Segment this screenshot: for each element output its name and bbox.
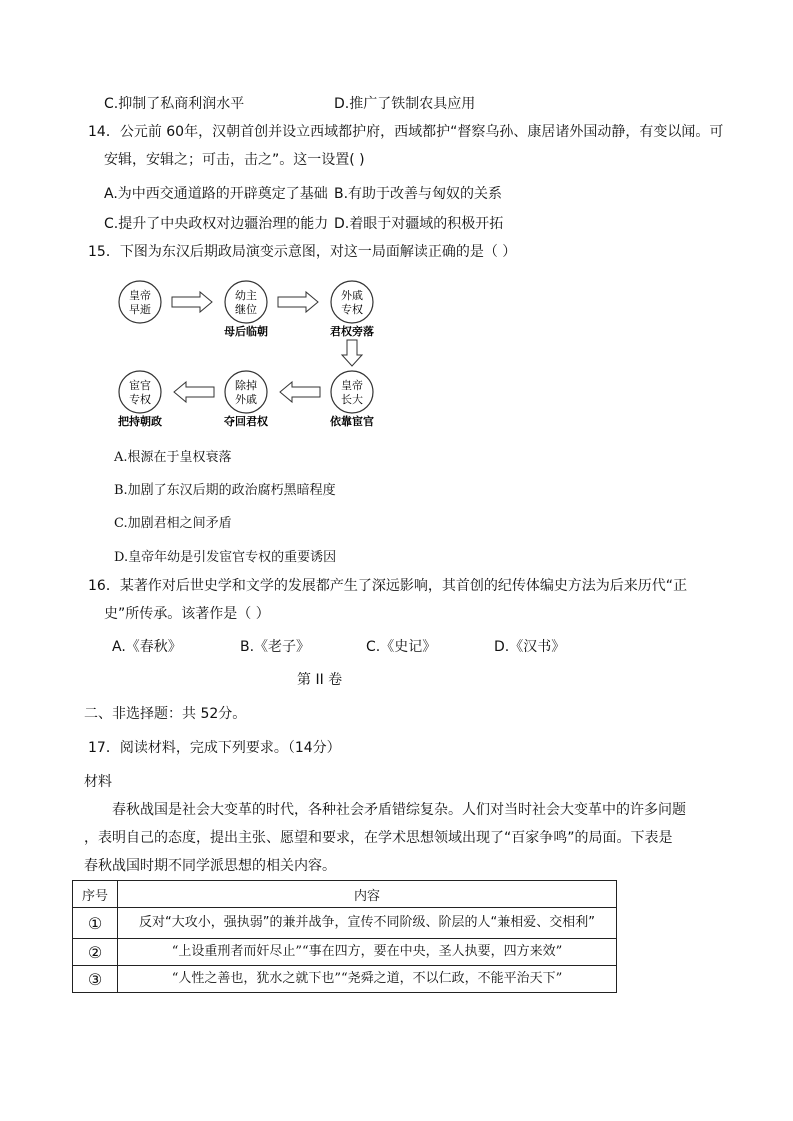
table-header-row (73, 881, 617, 908)
q13-option-d: D.推广了铁制农具应用 (334, 96, 476, 112)
material-label: 材料 (84, 774, 112, 790)
q16-option-d: D.《汉书》 (494, 639, 566, 655)
node-caption: 君权旁落 (330, 325, 374, 338)
node-emperor-grown (329, 371, 374, 428)
q15-option-b: B.加剧了东汉后期的政治腐朽黑暗程度 (114, 483, 336, 498)
arrow-left-icon (280, 382, 320, 402)
table-row (73, 966, 617, 993)
q16-stem-line2: 史”所传承。该著作是（ ） (104, 606, 270, 622)
node-label: 外戚 (235, 393, 257, 406)
q16-option-c: C.《史记》 (366, 639, 437, 655)
header-number: 序号 (73, 881, 118, 908)
politics-flow-diagram (110, 280, 390, 435)
volume-title: 第 II 卷 (297, 672, 343, 688)
arrow-right-icon (172, 292, 212, 312)
node-caption: 夺回君权 (224, 415, 268, 428)
q16-option-a: A.《春秋》 (112, 639, 182, 655)
row-number: ① (73, 908, 118, 939)
q16-stem-line1: 16．某著作对后世史学和文学的发展都产生了深远影响，其首创的纪传体编史方法为后来历代“正 (88, 578, 688, 594)
material-paragraph-line2: ，表明自己的态度，提出主张、愿望和要求，在学术思想领域出现了“百家争鸣”的局面。下表是 (84, 830, 673, 846)
q14-stem-line2: 安辑，安辑之；可击，击之”。这一设置( ) (104, 152, 365, 168)
arrow-right-icon (278, 292, 318, 312)
q17-stem: 17．阅读材料，完成下列要求。（14分） (88, 740, 341, 756)
row-content: “人性之善也，犹水之就下也”“尧舜之道，不以仁政，不能平治天下” (118, 966, 617, 993)
q14-option-d: D.着眼于对疆域的积极开拓 (334, 216, 504, 232)
q15-option-d: D.皇帝年幼是引发宦官专权的重要诱因 (114, 550, 337, 565)
node-label: 宦官 (129, 379, 151, 392)
node-young-ruler (224, 281, 268, 338)
q15-option-a: A.根源在于皇权衰落 (114, 450, 232, 465)
node-label: 继位 (235, 303, 257, 316)
node-caption: 依靠宦官 (330, 415, 374, 428)
node-remove-consort (223, 371, 269, 428)
node-label: 长大 (341, 393, 363, 406)
material-paragraph-line1: 春秋战国是社会大变革的时代，各种社会矛盾错综复杂。人们对当时社会大变革中的许多问题 (112, 802, 686, 818)
q14-option-b: B.有助于改善与匈奴的关系 (334, 186, 503, 202)
row-content: “上设重刑者而奸尽止”“事在四方，要在中央，圣人执要，四方来效” (118, 939, 617, 966)
q14-option-a: A.为中西交通道路的开辟奠定了基础 (104, 186, 328, 202)
node-label: 外戚 (341, 289, 363, 302)
table-row (73, 908, 617, 939)
q13-option-c: C.抑制了私商利润水平 (104, 96, 245, 112)
arrow-down-icon (342, 340, 362, 366)
arrow-left-icon (174, 382, 214, 402)
schools-thought-table (72, 880, 617, 993)
node-label: 皇帝 (129, 289, 151, 302)
node-label: 幼主 (235, 289, 257, 302)
node-eunuch-power (118, 371, 162, 428)
material-paragraph-line3: 春秋战国时期不同学派思想的相关内容。 (84, 858, 336, 874)
node-caption: 把持朝政 (118, 415, 162, 428)
node-emperor-early-death (119, 281, 161, 323)
node-label: 皇帝 (341, 379, 363, 392)
q14-option-c: C.提升了中央政权对边疆治理的能力 (104, 216, 329, 232)
row-number: ② (73, 939, 118, 966)
row-number: ③ (73, 966, 118, 993)
node-label: 除掉 (235, 379, 257, 392)
node-label: 早逝 (129, 303, 151, 316)
node-caption: 母后临朝 (224, 325, 268, 338)
q16-option-b: B.《老子》 (240, 639, 311, 655)
q14-stem-line1: 14．公元前 60年，汉朝首创并设立西域都护府，西域都护“督察乌孙、康居诸外国动静，有变以闻。可 (88, 124, 724, 140)
node-consort-clan (330, 281, 374, 338)
row-content: 反对“大攻小，强执弱”的兼并战争，宣传不同阶级、阶层的人“兼相爱、交相利” (118, 908, 617, 939)
node-label: 专权 (129, 393, 151, 406)
q15-option-c: C.加剧君相之间矛盾 (114, 516, 232, 531)
table-row (73, 939, 617, 966)
node-label: 专权 (341, 303, 363, 316)
section-title: 二、非选择题：共 52分。 (84, 706, 247, 722)
q15-stem: 15．下图为东汉后期政局演变示意图，对这一局面解读正确的是（ ） (88, 244, 517, 260)
header-content: 内容 (118, 881, 617, 908)
